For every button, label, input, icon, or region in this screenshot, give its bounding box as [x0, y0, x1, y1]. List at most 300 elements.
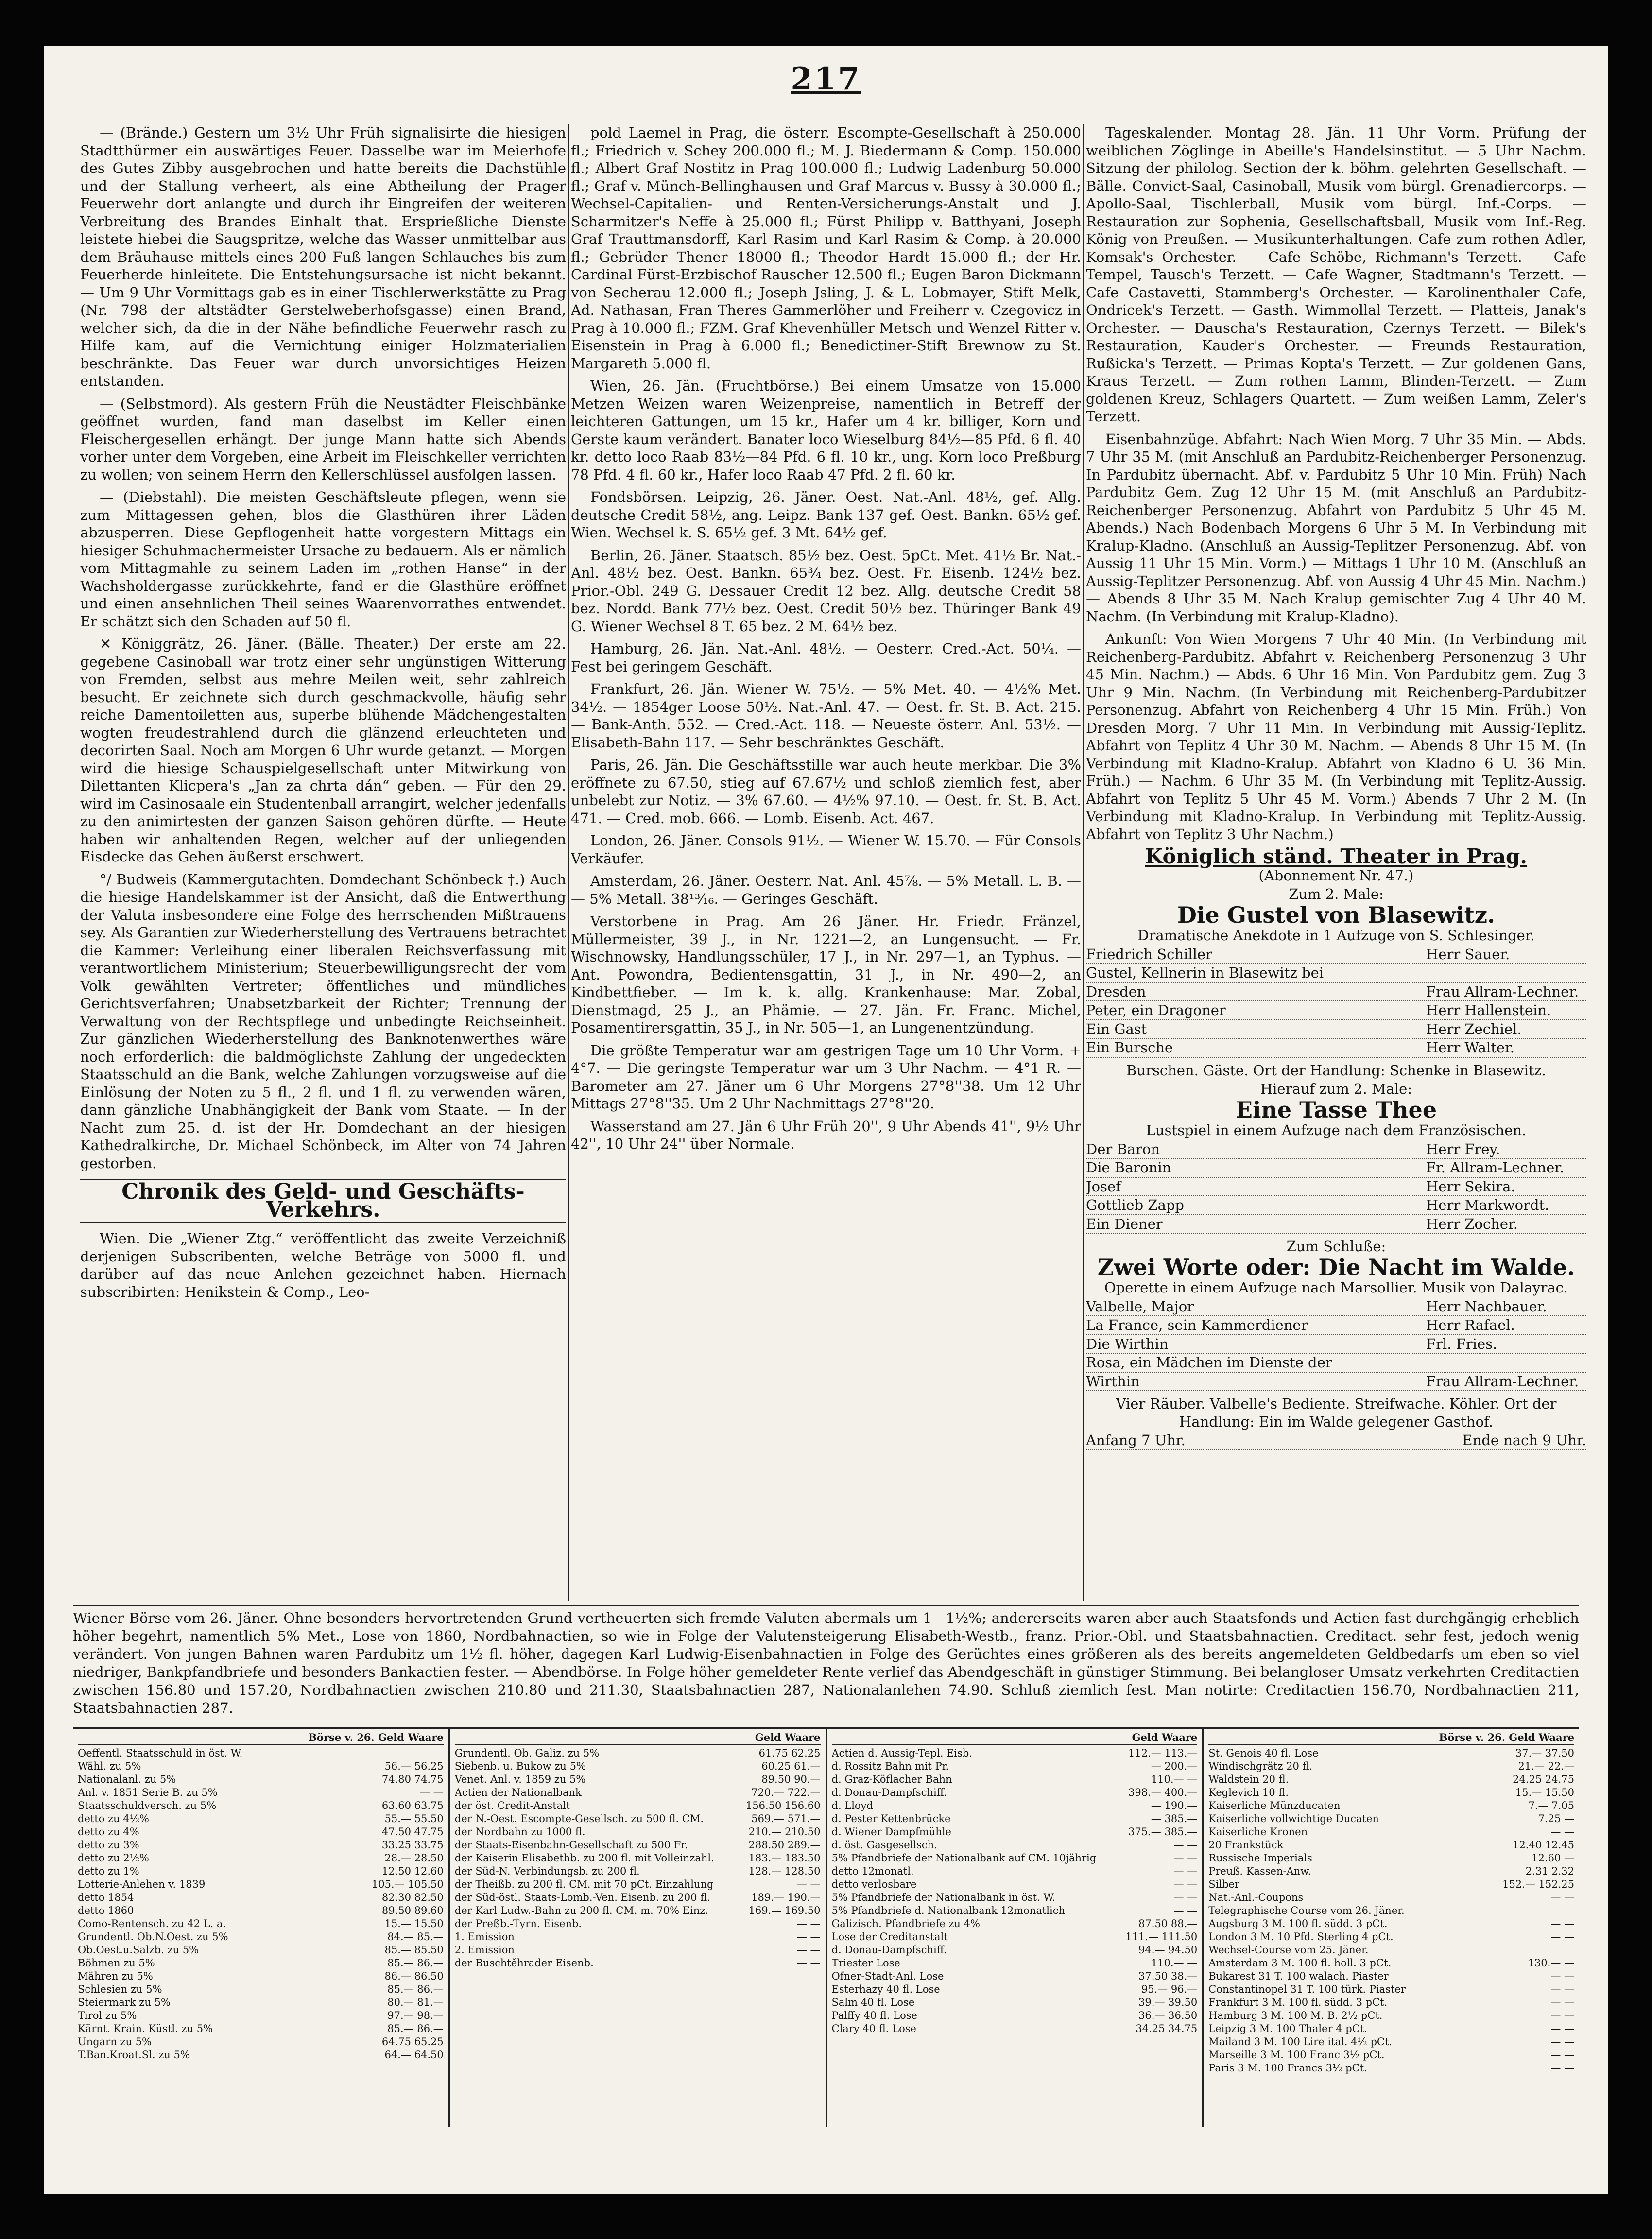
security-price: — —: [1173, 1878, 1198, 1890]
article-koeniggraetz: ✕ Königgrätz, 26. Jäner. (Bälle. Theater.) Der erste am 22. gegebene Casinoball war trotz einer sehr ungünstigen Witterung von Fremden, selbst aus mehre Meilen weit, sehr zahlreich besucht. Er zeichnete sich durch geschmackvolle, häufig sehr reiche Damentoiletten aus, superbe blühende Mädchengestalten wogten freudestrahlend durch die glänzend erleuchteten und decorirten Saal. Noch am Morgen 6 Uhr wurde getanzt. — Morgen wird die hiesige Schauspielgesellschaft unter Mitwirkung von Dilettanten Klicpera's „Jan za chrta dán“ geben. — Für den 29. wird im Casinosaale ein Studentenball arrangirt, welcher jedenfalls zu den animirtesten der ganzen Saison gehören dürfte. — Heute haben wir anhaltenden Regen, welcher auf der unliegenden Eisdecke das Gehen äußerst erschwert.: [80, 636, 566, 865]
security-name: der Süd-N. Verbindungsb. zu 200 fl.: [454, 1865, 640, 1877]
security-name: Steiermark zu 5%: [78, 1997, 171, 2008]
security-name: d. Pester Kettenbrücke: [831, 1813, 951, 1825]
cast-row: [1086, 1039, 1586, 1058]
article-theft: — (Diebstahl). Die meisten Geschäftsleute pflegen, wenn sie zum Mittagessen gehen, blos die Glasthüren ihrer Läden abzusperren. Diese Gepflogenheit hatte vorgestern Mittags ein hiesiger Schuhmachermeister Ursache zu bedauern. Als er nämlich vom Mittagmahle zu seinem Laden im „rothen Hanse“ in der Wachsholdergasse zurückkehrte, fand er die Glasthüre eröffnet und einen ansehnlichen Theil seines Waarenvorrathes entwendet. Er schätzt sich den Schaden auf 50 fl.: [80, 489, 566, 630]
table-row: [78, 1839, 444, 1852]
security-name: der öst. Credit-Anstalt: [454, 1800, 570, 1811]
table-row: [455, 1878, 821, 1891]
security-name: der Staats-Eisenbahn-Gesellschaft zu 500 Fr.: [454, 1839, 688, 1851]
cast-role: Die Wirthin: [1086, 1335, 1169, 1352]
article-fruchtboerse: Wien, 26. Jän. (Fruchtbörse.) Bei einem Umsatze von 15.000 Metzen Weizen waren Weizenpreise, namentlich in Betreff der leichteren Gattungen, um 15 kr., Hafer um 4 kr. billiger, Korn und Gerste kaum verändert. Banater loco Wieselburg 84½—85 Pfd. 6 fl. 40 kr. detto loco Raab 83½—84 Pfd. 6 fl. 10 kr., ung. Korn loco Preßburg 78 Pfd. 4 fl. 60 kr., Hafer loco Raab 47 Pfd. 2 fl. 60 kr.: [571, 378, 1081, 483]
cast-row: [1086, 1140, 1586, 1159]
table-row: [1208, 1760, 1574, 1773]
security-name: d. Lloyd: [831, 1800, 873, 1811]
cast-role: Ein Bursche: [1086, 1039, 1173, 1056]
security-price: 63.60 63.75: [381, 1800, 444, 1811]
security-name: detto zu 4%: [78, 1826, 139, 1838]
security-price: 64.— 64.50: [384, 2049, 444, 2061]
security-price: 87.50 88.—: [1138, 1918, 1198, 1929]
article-temperature: Die größte Temperatur war am gestrigen Tage um 10 Uhr Vorm. + 4°7. — Die geringste Temperatur war um 3 Uhr Nachm. — 4°1 R. — Barometer am 27. Jäner um 6 Uhr Morgens 27°8''38. Um 12 Uhr Mittags 27°8''35. Um 2 Uhr Nachmittags 27°8''20.: [571, 1042, 1081, 1112]
cast-row: [1086, 1316, 1586, 1335]
security-name: Frankfurt 3 M. 100 fl. südd. 3 pCt.: [1208, 1997, 1388, 2008]
column-2: [571, 124, 1081, 1601]
table-row: [78, 1891, 444, 1904]
security-price: — —: [1550, 2049, 1574, 2061]
security-name: detto 1860: [78, 1905, 134, 1916]
security-name: Triester Lose: [831, 1957, 900, 1969]
table-row: [1208, 1944, 1574, 1957]
security-name: Böhmen zu 5%: [78, 1957, 155, 1969]
cast-role: Ein Diener: [1086, 1215, 1163, 1232]
security-price: 24.25 24.75: [1513, 1774, 1574, 1785]
stock-table: [1204, 1729, 1579, 2127]
cast-row: [1086, 964, 1586, 983]
play-title: Zwei Worte oder: Die Nacht im Walde.: [1097, 1254, 1575, 1280]
cast-actor: Frau Allram-Lechner.: [1426, 1373, 1579, 1390]
security-name: Silber: [1208, 1878, 1239, 1890]
security-price: [361, 1747, 444, 1760]
security-price: — —: [1550, 2062, 1574, 2074]
security-name: Bukarest 31 T. 100 walach. Piaster: [1208, 1970, 1389, 1982]
security-price: 80.— 81.—: [387, 1997, 444, 2008]
security-price: — 200.—: [1151, 1760, 1198, 1772]
column-1: [80, 124, 566, 1601]
security-price: 130.— —: [1528, 1957, 1574, 1969]
security-name: Venet. Anl. v. 1859 zu 5%: [454, 1774, 586, 1785]
cast-row: [1086, 983, 1586, 1002]
article-fire: — (Brände.) Gestern um 3½ Uhr Früh signalisirte die hiesigen Stadtthürmer ein auswärtiges Feuer. Dasselbe war im Meierhofe des Gutes Zibby ausgebrochen und hatte bereits die Dachstühle und der Stallung verheert, als eine Abtheilung der Prager Feuerwehr dort anlangte und durch ihr Eingreifen der weiteren Verbreitung des Brandes Einhalt that. Ersprießliche Dienste leistete hiebei die Saugspritze, welche das Wasser unmittelbar aus dem Bräuhause mittels eines 200 Fuß langen Schlauches bis zum Feuerherde hinleitete. Die Entstehungsursache ist nicht bekannt. — Um 9 Uhr Vormittags gab es in einer Tischlerwerkstätte zu Prag (Nr. 798 der altstädter Gerstelweberhofsgasse) einen Brand, welcher sich, da die in der Nähe befindliche Feuerwehr rasch zu Hilfe kam, auf die Vernichtung einiger Holzmaterialien beschränkte. Das Feuer war durch unvorsichtiges Heizen entstanden.: [80, 124, 566, 389]
article-leipzig: Fondsbörsen. Leipzig, 26. Jäner. Oest. Nat.-Anl. 48½, gef. Allg. deutsche Credit 58½, ang. Leipz. Bank 137 gef. Oest. Bankn. 65½ gef. Wien. Wechsel k. S. 65½ gef. 3 Mt. 64½ gef.: [571, 489, 1081, 541]
cast-row: [1086, 946, 1586, 964]
security-price: 12.50 12.60: [381, 1865, 444, 1877]
security-price: 85.— 85.50: [384, 1944, 444, 1956]
table-row: [832, 1904, 1198, 1917]
article-deaths: Verstorbene in Prag. Am 26 Jäner. Hr. Friedr. Fränzel, Müllermeister, 39 J., in Nr. 1221—2, an Lungensucht. — Fr. Wischnowsky, Handlungsschüler, 17 J., in Nr. 297—1, an Typhus. — Ant. Powondra, Bedientensgattin, 31 J., in Nr. 490—2, an Kindbettfieber. — Im k. k. allg. Krankenhause: Mar. Zobal, Dienstmagd, 25 J., an Phämie. — 27. Jän. Fr. Franc. Michel, Posamentirersgattin, 35 J., in Nr. 505—1, an Lungenentzündung.: [571, 913, 1081, 1036]
table-row: [1208, 1812, 1574, 1826]
security-name: 2. Emission: [454, 1944, 515, 1956]
security-name: detto zu 3%: [78, 1839, 139, 1851]
security-name: Kaiserliche vollwichtige Ducaten: [1208, 1813, 1379, 1825]
security-name: Grundentl. Ob. Galiz. zu 5%: [454, 1747, 600, 1759]
article-trains-arrival: Ankunft: Von Wien Morgens 7 Uhr 40 Min. (In Verbindung mit Reichenberg-Pardubitz. Abfahrt v. Reichenberg Personenzug 3 Uhr 45 Min. Nachm.) — Abds. 6 Uhr 16 Min. Von Pardubitz gem. Zug 3 Uhr 9 Min. Nachm. (In Verbindung mit Reichenberg-Pardubitzer Personenzug. Abfahrt von Reichenberg 4 Uhr 15 Min. Früh.) Von Dresden Morg. 7 Uhr 11 Min. In Verbindung mit Aussig-Teplitz. Abfahrt von Teplitz 4 Uhr 30 M. Nachm. — Abends 8 Uhr 15 M. (In Verbindung mit Kladno-Kralup. Abfahrt von Kladno 6 U. 36 Min. Früh.) — Nachm. 6 Uhr 35 M. (In Verbindung mit Teplitz-Aussig. Abfahrt von Teplitz 5 Uhr 45 M. Vorm.) Abends 7 Uhr 2 M. (In Verbindung mit Kladno-Kralup. In Verbindung mit Teplitz-Aussig. Abfahrt von Teplitz 3 Uhr Nachm.): [1086, 631, 1586, 843]
table-row: [78, 1799, 444, 1812]
table-row: [78, 1786, 444, 1799]
security-price: 152.— 152.25: [1502, 1878, 1574, 1890]
security-price: — —: [796, 1931, 821, 1943]
security-price: 28.— 28.50: [384, 1852, 444, 1864]
cast-actor: Herr Frey.: [1426, 1140, 1500, 1157]
cast-row: [1086, 1335, 1586, 1354]
security-name: detto zu 2½%: [78, 1852, 149, 1864]
cast-actor: Herr Nachbauer.: [1426, 1298, 1547, 1315]
table-row: [1208, 1970, 1574, 1983]
play-title: Die Gustel von Blasewitz.: [1177, 901, 1495, 928]
security-price: 61.75 62.25: [758, 1747, 821, 1759]
security-name: d. Donau-Dampfschiff.: [831, 1944, 947, 1956]
security-price: 210.— 210.50: [748, 1826, 821, 1838]
cast-row: [1086, 1373, 1586, 1392]
security-name: detto verlosbare: [831, 1878, 917, 1890]
cast-note: Vier Räuber. Valbelle's Bediente. Streifwache. Köhler. Ort der Handlung: Ein im Walde gelegener Gasthof.: [1116, 1395, 1557, 1430]
security-name: d. Graz-Köflacher Bahn: [831, 1774, 952, 1785]
security-name: 5% Pfandbriefe der Nationalbank auf CM. 10jährig: [831, 1852, 1097, 1864]
security-price: — —: [1173, 1905, 1198, 1916]
security-price: — —: [1173, 1839, 1198, 1851]
cast-row: [1086, 1196, 1586, 1215]
security-price: [1492, 1944, 1574, 1957]
table-row: [832, 2022, 1198, 2035]
table-row: [832, 1996, 1198, 2009]
cast-row: [1086, 1215, 1586, 1234]
security-price: [1492, 1904, 1574, 1917]
security-price: 21.— 22.—: [1518, 1760, 1574, 1772]
security-name: Hamburg 3 M. 100 M. B. 2½ pCt.: [1208, 2010, 1383, 2021]
security-name: Kaiserliche Kronen: [1208, 1826, 1308, 1838]
security-price: 398.— 400.—: [1128, 1787, 1198, 1798]
security-price: — —: [1550, 1970, 1574, 1982]
cast-actor: Frau Allram-Lechner.: [1426, 983, 1579, 1000]
abonnement: (Abonnement Nr. 47.): [1258, 867, 1414, 884]
security-price: 94.— 94.50: [1138, 1944, 1198, 1956]
table-row: [1208, 2035, 1574, 2049]
security-price: 128.— 128.50: [748, 1865, 821, 1877]
table-row: [78, 1917, 444, 1930]
article-waterlevel: Wasserstand am 27. Jän 6 Uhr Früh 20'', 9 Uhr Abends 41'', 9½ Uhr 42'', 10 Uhr 24'' über Normale.: [571, 1118, 1081, 1152]
table-row: [1208, 1852, 1574, 1865]
column-3: [1086, 124, 1586, 1601]
article-paris: Paris, 26. Jän. Die Geschäftsstille war auch heute merkbar. Die 3% eröffnete zu 67.50, stieg auf 67.67½ und schloß ziemlich fest, aber unbelebt zur Notiz. — 3% 67.60. — 4½% 97.10. — Oest. fr. St. B. Act. 471. — Cred. mob. 666. — Lomb. Eisenb. Act. 467.: [571, 757, 1081, 827]
security-price: — —: [1550, 1931, 1574, 1943]
security-price: 15.— 15.50: [384, 1918, 444, 1929]
table-header: Börse v. 26. Geld Waare: [1208, 1731, 1574, 1745]
article-amsterdam: Amsterdam, 26. Jäner. Oesterr. Nat. Anl. 45⅞. — 5% Metall. L. B. — — 5% Metall. 38¹³⁄₁₆. — Geringes Geschäft.: [571, 873, 1081, 907]
security-price: 37.— 37.50: [1515, 1747, 1574, 1759]
stock-table: [73, 1729, 450, 2127]
table-row: [78, 1983, 444, 1996]
table-row: [455, 1904, 821, 1917]
cast-role: Friedrich Schiller: [1086, 946, 1212, 963]
security-price: 55.— 55.50: [384, 1813, 444, 1825]
security-name: 20 Frankstück: [1208, 1839, 1284, 1851]
table-row: [78, 1930, 444, 1944]
table-row: [1208, 1865, 1574, 1878]
security-name: Paris 3 M. 100 Francs 3½ pCt.: [1208, 2062, 1367, 2074]
security-name: Clary 40 fl. Lose: [831, 2023, 916, 2034]
security-name: Kärnt. Krain. Küstl. zu 5%: [78, 2023, 213, 2034]
security-name: Ob.Oest.u.Salzb. zu 5%: [78, 1944, 199, 1956]
security-price: — —: [1550, 1918, 1574, 1929]
cast-list: [1086, 946, 1586, 1058]
cast-role: La France, sein Kammerdiener: [1086, 1317, 1308, 1333]
security-name: Salm 40 fl. Lose: [831, 1997, 915, 2008]
security-price: 720.— 722.—: [751, 1787, 821, 1798]
table-row: [455, 1826, 821, 1839]
security-name: Leipzig 3 M. 100 Thaler 4 pCt.: [1208, 2023, 1367, 2034]
security-name: Amsterdam 3 M. 100 fl. holl. 3 pCt.: [1208, 1957, 1392, 1969]
security-price: — —: [796, 1878, 821, 1890]
security-name: Tirol zu 5%: [78, 2010, 137, 2021]
security-name: Palffy 40 fl. Lose: [831, 2010, 917, 2021]
security-name: der Kaiserin Elisabethb. zu 200 fl. mit Volleinzahl.: [454, 1852, 714, 1864]
security-name: 5% Pfandbriefe d. Nationalbank 12monatlich: [831, 1905, 1065, 1916]
security-price: — —: [1550, 1826, 1574, 1838]
article-frankfurt: Frankfurt, 26. Jän. Wiener W. 75½. — 5% Met. 40. — 4½% Met. 34½. — 1854ger Loose 50½. Nat.-Anl. 47. — Oest. fr. St. B. Act. 215. — Bank-Anth. 552. — Cred.-Act. 118. — Neueste österr. Anl. 53½. — Elisabeth-Bahn 117. — Sehr beschränktes Geschäft.: [571, 681, 1081, 751]
security-price: 39.— 39.50: [1138, 1997, 1198, 2008]
article-suicide: — (Selbstmord). Als gestern Früh die Neustädter Fleischbänke geöffnet wurden, fand man daselbst im Keller einen Fleischergesellen erhängt. Der junge Mann hatte sich Abends vorher unter dem Vorgeben, eine Arbeit im Fleischkeller verrichten zu wollen; von seinem Herrn den Kellerschlüssel ausfolgen lassen.: [80, 395, 566, 483]
table-row: [78, 1812, 444, 1826]
column-divider: [1083, 124, 1084, 1601]
security-name: Galizisch. Pfandbriefe zu 4%: [831, 1918, 980, 1929]
article-calendar: Tageskalender. Montag 28. Jän. 11 Uhr Vorm. Prüfung der weiblichen Zöglinge in Abeille's Handelsinstitut. — 5 Uhr Nachm. Sitzung der philolog. Section der k. böhm. gelehrten Gesellschaft. — Bälle. Convict-Saal, Casinoball, Musik vom bürgl. Grenadiercorps. — Apollo-Saal, Tischlerball, Musik vom bürgl. Inf.-Corps. — Restauration zur Sophenia, Gesellschaftsball, Musik vom Inf.-Reg. König von Preußen. — Musikunterhaltungen. Cafe zum rothen Adler, Komsak's Orchester. — Cafe Schöbe, Richmann's Terzett. — Cafe Tempel, Tausch's Terzett. — Cafe Wagner, Stadtmann's Terzett. — Cafe Castavetti, Stammberg's Orchester. — Karolinenthaler Cafe, Ondricek's Terzett. — Gasth. Wimmollal Terzett. — Platteis, Janak's Orchester. — Dauscha's Restauration, Czernys Terzett. — Bilek's Restauration, Kauder's Orchester. — Freunds Restauration, Rußicka's Terzett. — Primas Kopta's Terzett. — Zur goldenen Gans, Kraus Terzett. — Zum rothen Lamm, Blinden-Terzett. — Zum goldenen Kreuz, Schlagers Quartett. — Zum weißen Lamm, Zeler's Terzett.: [1086, 124, 1586, 425]
security-price: 183.— 183.50: [748, 1852, 821, 1864]
cast-role: Peter, ein Dragoner: [1086, 1002, 1226, 1018]
zum-label: Zum 2. Male:: [1289, 886, 1384, 902]
section-heading: Chronik des Geld- und Geschäfts-Verkehrs.: [80, 1179, 566, 1223]
security-price: 112.— 113.—: [1128, 1747, 1198, 1759]
security-price: 85.— 86.—: [387, 1983, 444, 1995]
security-name: Ofner-Stadt-Anl. Lose: [831, 1970, 944, 1982]
security-price: 60.25 61.—: [761, 1760, 821, 1772]
security-price: 2.31 2.32: [1525, 1865, 1574, 1877]
cast-role: Rosa, ein Mädchen im Dienste der: [1086, 1354, 1332, 1371]
security-price: 84.— 85.—: [387, 1931, 444, 1943]
table-row: [832, 1773, 1198, 1786]
security-name: Ungarn zu 5%: [78, 2036, 152, 2048]
zum-label: Hierauf zum 2. Male:: [1260, 1081, 1412, 1097]
security-name: Staatsschuldversch. zu 5%: [78, 1800, 217, 1811]
security-name: Siebenb. u. Bukow zu 5%: [454, 1760, 586, 1772]
cast-actor: Herr Zechiel.: [1426, 1020, 1522, 1037]
security-price: — —: [1550, 1997, 1574, 2008]
table-row: [832, 1957, 1198, 1970]
table-row: [78, 1747, 444, 1760]
security-name: Nationalanl. zu 5%: [78, 1774, 176, 1785]
security-name: detto zu 1%: [78, 1865, 139, 1877]
table-row: [78, 2035, 444, 2049]
security-price: 12.40 12.45: [1513, 1839, 1574, 1851]
timing-row: [1086, 1431, 1586, 1450]
table-row: [78, 1773, 444, 1786]
table-row: [78, 1996, 444, 2009]
cast-row: [1086, 1159, 1586, 1178]
table-row: [78, 1944, 444, 1957]
table-row: [455, 1812, 821, 1826]
security-price: — —: [1173, 1865, 1198, 1877]
security-name: London 3 M. 10 Pfd. Sterling 4 pCt.: [1208, 1931, 1394, 1943]
table-row: [832, 1839, 1198, 1852]
table-row: [832, 1799, 1198, 1812]
security-name: St. Genois 40 fl. Lose: [1208, 1747, 1319, 1759]
security-price: 86.— 86.50: [384, 1970, 444, 1982]
security-name: Marseille 3 M. 100 Franc 3½ pCt.: [1208, 2049, 1385, 2061]
security-price: — —: [1173, 1852, 1198, 1864]
table-row: [78, 2049, 444, 2062]
security-name: d. Rossitz Bahn mit Pr.: [831, 1760, 949, 1772]
cast-role: Der Baron: [1086, 1140, 1160, 1157]
table-row: [78, 2009, 444, 2022]
end-time: Ende nach 9 Uhr.: [1462, 1432, 1586, 1448]
security-price: 37.50 38.—: [1138, 1970, 1198, 1982]
cast-actor: Herr Markwordt.: [1426, 1197, 1549, 1213]
table-row: [78, 1970, 444, 1983]
table-row: [832, 1983, 1198, 1996]
cast-row: [1086, 1178, 1586, 1197]
security-name: Schlesien zu 5%: [78, 1983, 162, 1995]
security-price: 89.50 90.—: [761, 1774, 821, 1785]
security-price: 34.25 34.75: [1136, 2023, 1198, 2034]
security-name: Augsburg 3 M. 100 fl. südd. 3 pCt.: [1208, 1918, 1388, 1929]
cast-list: [1086, 1140, 1586, 1234]
security-price: 7.— 7.05: [1528, 1800, 1574, 1811]
table-row: [455, 1839, 821, 1852]
security-price: 156.50 156.60: [745, 1800, 821, 1811]
security-price: 169.— 169.50: [748, 1905, 821, 1916]
security-name: der N.-Oest. Escompte-Gesellsch. zu 500 fl. CM.: [454, 1813, 704, 1825]
cast-actor: [1426, 1354, 1586, 1372]
table-row: [832, 1930, 1198, 1944]
table-row: [455, 1944, 821, 1957]
security-name: der Karl Ludw.-Bahn zu 200 fl. CM. m. 70% Einz.: [454, 1905, 709, 1916]
table-row: [1208, 1983, 1574, 1996]
security-name: Waldstein 20 fl.: [1208, 1774, 1289, 1785]
stock-table: [450, 1729, 827, 2127]
security-price: 288.50 289.—: [748, 1839, 821, 1851]
cast-row: [1086, 1298, 1586, 1317]
security-price: 85.— 86.—: [387, 1957, 444, 1969]
cast-actor: Herr Sauer.: [1426, 946, 1510, 963]
table-row: [78, 1878, 444, 1891]
table-row: [1208, 1996, 1574, 2009]
start-time: Anfang 7 Uhr.: [1086, 1432, 1186, 1448]
security-name: Como-Rentensch. zu 42 L. a.: [78, 1918, 226, 1929]
security-name: der Theißb. zu 200 fl. CM. mit 70 pCt. Einzahlung: [454, 1878, 714, 1890]
security-name: der Buschtěhrader Eisenb.: [454, 1957, 594, 1969]
security-name: d. Wiener Dampfmühle: [831, 1826, 951, 1838]
table-header: Geld Waare: [455, 1731, 821, 1745]
cast-actor: Herr Zocher.: [1426, 1215, 1518, 1232]
cast-role: Josef: [1086, 1178, 1121, 1195]
cast-actor: Fr. Allram-Lechner.: [1426, 1159, 1565, 1176]
security-price: — —: [1550, 2036, 1574, 2048]
table-row: [832, 1786, 1198, 1799]
cast-actor: Herr Walter.: [1426, 1039, 1514, 1056]
security-name: 5% Pfandbriefe der Nationalbank in öst. W.: [831, 1892, 1056, 1903]
table-row: [78, 1865, 444, 1878]
cast-role: Dresden: [1086, 983, 1146, 1000]
table-row: [78, 1852, 444, 1865]
table-row: [78, 1826, 444, 1839]
security-name: Kaiserliche Münzducaten: [1208, 1800, 1341, 1811]
security-name: Esterhazy 40 fl. Lose: [831, 1983, 940, 1995]
table-row: [1208, 1878, 1574, 1891]
table-row: [455, 1760, 821, 1773]
table-row: [832, 1826, 1198, 1839]
table-header: Börse v. 26. Geld Waare: [78, 1731, 444, 1745]
security-name: Grundentl. Ob.N.Oest. zu 5%: [78, 1931, 228, 1943]
security-price: 82.30 82.50: [381, 1892, 444, 1903]
table-row: [78, 1760, 444, 1773]
table-row: [832, 2009, 1198, 2022]
cast-list: [1086, 1298, 1586, 1392]
security-price: 15.— 15.50: [1515, 1787, 1574, 1798]
table-row: [455, 1930, 821, 1944]
security-name: Mähren zu 5%: [78, 1970, 153, 1982]
table-row: [455, 1957, 821, 1970]
table-row: [78, 2022, 444, 2035]
cast-role: Valbelle, Major: [1086, 1298, 1194, 1315]
table-row: [832, 1878, 1198, 1891]
security-price: 111.— 111.50: [1125, 1931, 1198, 1943]
newspaper-page: [44, 46, 1608, 2194]
security-name: Keglevich 10 fl.: [1208, 1787, 1289, 1798]
boerse-report: Wiener Börse vom 26. Jäner. Ohne besonders hervortretenden Grund vertheuerten sich fremde Valuten abermals um 1—1½%; andererseits waren aber auch Staatsfonds und Actien fast durchgängig erheblich höher begehrt, namentlich 5% Met., Lose von 1860, Nordbahnactien, so wie in Folge der Valutensteigerung Elisabeth-Westb., franz. Prior.-Obl. und Staatsbahnactien. Creditact. sehr fest, jedoch wenig verändert. Von jungen Bahnen waren Pardubitz um 1½ fl. höher, dagegen Karl Ludwig-Eisenbahnactien in Folge des Gerüchtes eines größeren als des bereits angemeldeten Geldbedarfs um eben so viel niedriger, Bankpfandbriefe und besonders Bankactien fester. — Abendbörse. In Folge höher gemeldeter Rente verlief das Abendgeschäft in günstiger Stimmung. Bei belangloser Umsatz verkehrten Creditactien zwischen 156.80 und 157.20, Nordbahnactien zwischen 210.80 und 211.30, Staatsbahnactien 287, Nationalanlehen 74.90. Schluß ziemlich fest. Man notirte: Creditactien 156.70, Nordbahnactien 211, Staatsbahnactien 287.: [73, 1605, 1579, 1717]
table-row: [832, 1852, 1198, 1865]
security-name: der Süd-östl. Staats-Lomb.-Ven. Eisenb. zu 200 fl.: [454, 1892, 710, 1903]
cast-row: [1086, 1020, 1586, 1039]
security-price: 74.80 74.75: [381, 1774, 444, 1785]
security-price: — —: [1550, 1983, 1574, 1995]
article-london: London, 26. Jäner. Consols 91½. — Wiener W. 15.70. — Für Consols Verkäufer.: [571, 832, 1081, 867]
zum-label: Zum Schluße:: [1286, 1238, 1386, 1255]
table-row: [78, 1904, 444, 1917]
security-name: Russische Imperials: [1208, 1852, 1312, 1864]
cast-role: Die Baronin: [1086, 1159, 1171, 1176]
table-row: [455, 1786, 821, 1799]
table-row: [1208, 1957, 1574, 1970]
table-row: [455, 1747, 821, 1760]
security-name: Actien d. Aussig-Tepl. Eisb.: [831, 1747, 973, 1759]
security-name: detto zu 4½%: [78, 1813, 149, 1825]
cast-actor: [1426, 964, 1586, 982]
table-row: [455, 1865, 821, 1878]
table-row: [1208, 1747, 1574, 1760]
table-row: [455, 1891, 821, 1904]
table-row: [832, 1970, 1198, 1983]
cast-row: [1086, 1001, 1586, 1020]
table-row: [1208, 1826, 1574, 1839]
security-price: 36.— 36.50: [1138, 2010, 1198, 2021]
cast-actor: Herr Hallenstein.: [1426, 1002, 1551, 1018]
security-price: 110.— —: [1151, 1957, 1198, 1969]
table-row: [455, 1852, 821, 1865]
table-header: Geld Waare: [832, 1731, 1198, 1745]
table-row: [1208, 1917, 1574, 1930]
security-price: 569.— 571.—: [751, 1813, 821, 1825]
security-price: — —: [796, 1957, 821, 1969]
security-price: — —: [1173, 1892, 1198, 1903]
security-price: 95.— 96.—: [1141, 1983, 1198, 1995]
security-price: 64.75 65.25: [381, 2036, 444, 2048]
table-row: [832, 1760, 1198, 1773]
security-price: — 190.—: [1151, 1800, 1198, 1811]
security-name: d. Donau-Dampfschiff.: [831, 1787, 947, 1798]
security-price: 7.25 —: [1538, 1813, 1574, 1825]
security-name: Lose der Creditanstalt: [831, 1931, 948, 1943]
page-number: 217: [791, 61, 861, 97]
article-subscribers-cont: pold Laemel in Prag, die österr. Escompte-Gesellschaft à 250.000 fl.; Friedrich v. Schey 200.000 fl.; M. J. Biedermann & Comp. 150.000 fl.; Albert Graf Nostitz in Prag 100.000 fl.; Ludwig Ladenburg 50.000 fl.; Graf v. Münch-Bellinghausen und Graf Marcus v. Bussy à 30.000 fl.; Wechsel-Capitalien- und Renten-Versicherungs-Anstalt und J. Scharmitzer's Neffe à 25.000 fl.; Fürst Philipp v. Batthyani, Joseph Graf Trauttmansdorff, Karl Rasim und Karl Rasim & Comp. à 20.000 fl.; Gebrüder Thener 18000 fl.; Theodor Hardt 15.000 fl.; der Hr. Cardinal Fürst-Erzbischof Rauscher 12.500 fl.; Eugen Baron Dickmann von Secherau 12.000 fl.; Joseph Jsling, J. & L. Lobmayer, Stift Melk, Ad. Nathasan, Fran Theres Gammerlöher und Freiherr v. Czegovicz in Prag à 10.000 fl.; FZM. Graf Khevenhüller Metsch und Wenzel Ritter v. Eisenstein in Prag à 6.000 fl.; Benedictiner-Stift Brewnow zu St. Margareth 5.000 fl.: [571, 124, 1081, 372]
security-price: 375.— 385.—: [1128, 1826, 1198, 1838]
security-name: detto 1854: [78, 1892, 134, 1903]
article-budweis: °/ Budweis (Kammergutachten. Domdechant Schönbeck †.) Auch die hiesige Handelskammer ist der Ansicht, daß die Entwerthung der Valuta insbesondere eine Folge des herrschenden Mißtrauens sey. Als Garantien zur Wiederherstellung des Vertrauens betrachtet die Kammer: Verleihung einer liberalen Reichsverfassung mit verantwortlichem Ministerium; Steuerbewilligungsrecht der vom Volk gewählten Vertreter; öffentliches und mündliches Gerichtsverfahren; Unabsetzbarkeit der Richter; Trennung der Verwaltung von der Rechtspflege und unbedingte Reichseinheit. Zur gänzlichen Wiederherstellung des Banknotenwerthes wäre noch erforderlich: die baldmöglichste Zahlung der ungedeckten Staatsschuld an die Bank, welche Zahlungen vorzugsweise auf die Einlösung der Noten zu 5 fl., 2 fl. und 1 fl. zu verwenden wären, dann gänzliche Unabhängigkeit der Bank vom Staate. — In der Nacht zum 25. d. ist der Hr. Domdechant an der hiesigen Kathedralkirche, Dr. Michael Schönbeck, im Alter von 74 Jahren gestorben.: [80, 871, 566, 1171]
table-row: [832, 1747, 1198, 1760]
article-subscribers: Wien. Die „Wiener Ztg.“ veröffentlicht das zweite Verzeichniß derjenigen Subscribenten, welche Beträge von 5000 fl. und darüber auf das neue Anlehen gezeichnet haben. Hiernach subscribirten: Henikstein & Comp., Leo-: [80, 1230, 566, 1300]
article-berlin: Berlin, 26. Jäner. Staatsch. 85½ bez. Oest. 5pCt. Met. 41½ Br. Nat.-Anl. 48½ bez. Oest. Bankn. 65¾ bez. Oest. Fr. Eisenb. 124½ bez. Prior.-Obl. 249 G. Dessauer Credit 12 bez. Allg. deutsche Credit 58 bez. Nordd. Bank 77½ bez. Oest. Credit 50½ bez. Thüringer Bank 49 G. Wiener Wechsel 8 T. 65 bez. 2 M. 64½ bez.: [571, 547, 1081, 635]
table-row: [1208, 1904, 1574, 1917]
security-price: — —: [796, 1918, 821, 1929]
play-subtitle: Operette in einem Aufzuge nach Marsollier. Musik von Dalayrac.: [1104, 1279, 1568, 1296]
table-row: [455, 1773, 821, 1786]
